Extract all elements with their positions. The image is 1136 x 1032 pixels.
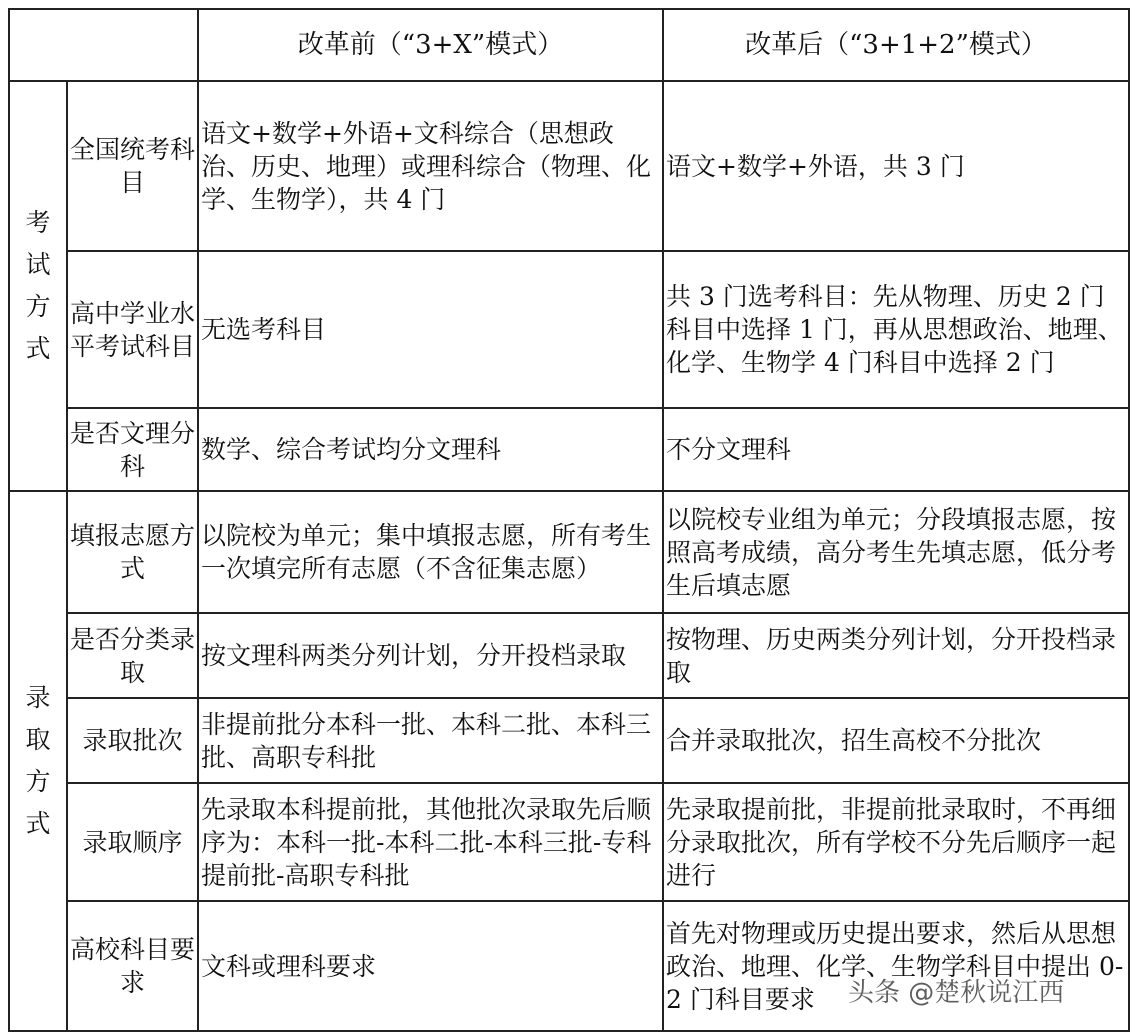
row-before: 以院校为单元；集中填报志愿，所有考生一次填完所有志愿（不含征集志愿） [198,491,663,613]
row-after: 语文+数学+外语，共 3 门 [663,81,1129,251]
header-blank [9,9,198,81]
row-before: 数学、综合考试均分文理科 [198,408,663,491]
row-after: 合并录取批次，招生高校不分批次 [663,698,1129,783]
row-item: 全国统考科目 [67,81,198,251]
row-before: 语文+数学+外语+文科综合（思想政治、历史、地理）或理科综合（物理、化学、生物学），共 4 门 [198,81,663,251]
row-before: 文科或理科要求 [198,901,663,1031]
table-row [9,408,1129,491]
group-label-admission: 录取方式 [9,491,67,1031]
header-row [9,9,1129,81]
table-row [9,81,1129,251]
group-label-exam: 考试方式 [9,81,67,491]
row-after: 先录取提前批，非提前批录取时，不再细分录取批次，所有学校不分先后顺序一起进行 [663,783,1129,901]
row-before: 非提前批分本科一批、本科二批、本科三批、高职专科批 [198,698,663,783]
header-before: 改革前（“3+X”模式） [198,9,663,81]
table-row [9,251,1129,408]
row-after: 以院校专业组为单元；分段填报志愿，按照高考成绩，高分考生先填志愿，低分考生后填志愿 [663,491,1129,613]
row-item: 填报志愿方式 [67,491,198,613]
row-before: 按文理科两类分列计划，分开投档录取 [198,613,663,698]
watermark: 头条 @楚秋说江西 [848,978,1065,1008]
row-item: 高校科目要求 [67,901,198,1031]
row-item: 录取批次 [67,698,198,783]
table-row [9,613,1129,698]
row-after: 共 3 门选考科目：先从物理、历史 2 门科目中选择 1 门，再从思想政治、地理、化学、生物学 4 门科目中选择 2 门 [663,251,1129,408]
reform-comparison-table [8,8,1130,1032]
row-after: 不分文理科 [663,408,1129,491]
table-row [9,783,1129,901]
table-row [9,698,1129,783]
row-after: 按物理、历史两类分列计划，分开投档录取 [663,613,1129,698]
row-item: 高中学业水平考试科目 [67,251,198,408]
header-after: 改革后（“3+1+2”模式） [663,9,1129,81]
row-before: 先录取本科提前批，其他批次录取先后顺序为：本科一批-本科二批-本科三批-专科提前批-高职专科批 [198,783,663,901]
row-item: 录取顺序 [67,783,198,901]
row-after: 首先对物理或历史提出要求，然后从思想政治、地理、化学、生物学科目中提出 0-2 门科目要求 [663,901,1129,1031]
table-row [9,491,1129,613]
row-item: 是否分类录取 [67,613,198,698]
row-item: 是否文理分科 [67,408,198,491]
table-row [9,901,1129,1031]
row-before: 无选考科目 [198,251,663,408]
